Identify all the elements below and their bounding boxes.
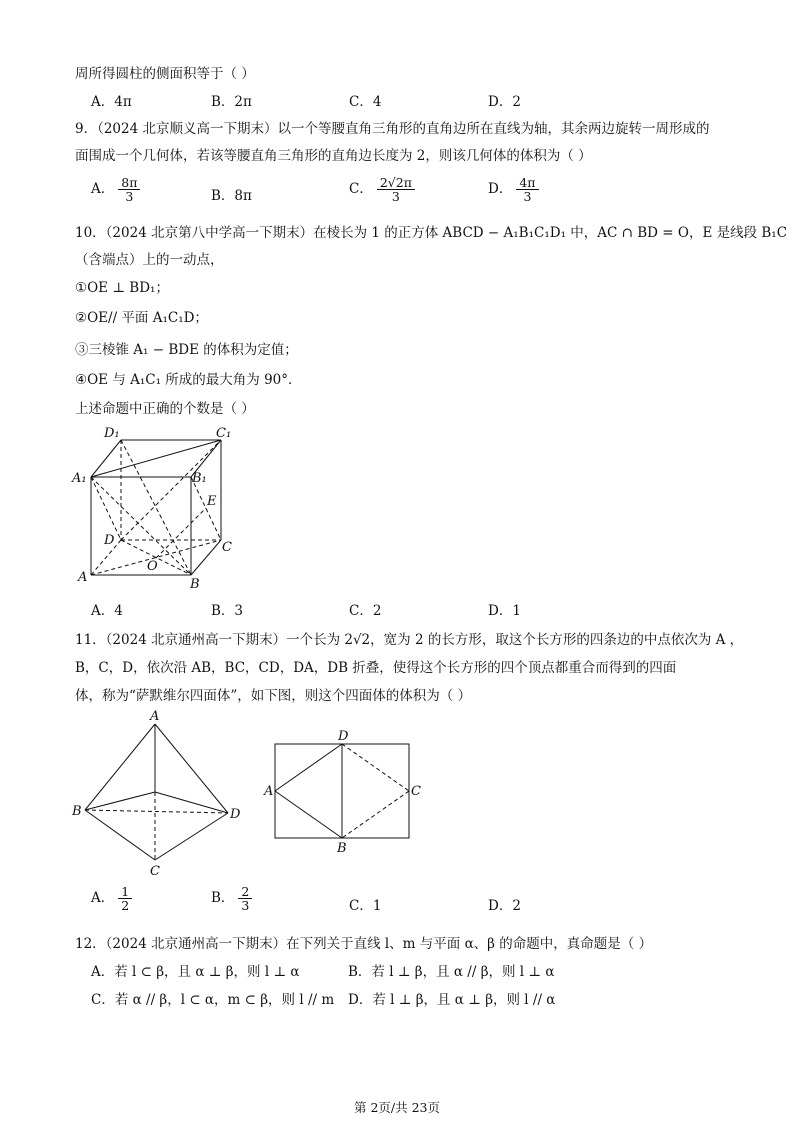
q9-option-a: A． $\frac{8\pi}{3}$: [91, 176, 140, 203]
q11-option-c: C．1: [349, 898, 382, 914]
q8-tail: 周所得圆柱的侧面积等于（ ）: [75, 66, 255, 82]
rect-label-c: C: [411, 784, 421, 799]
q9-option-d: D． $\frac{4\pi}{3}$: [488, 176, 539, 203]
q12-options-row1: [91, 960, 731, 986]
q9-option-b: B．8π: [211, 188, 252, 204]
q12-option-a: A．若 l ⊂ β，且 α ⊥ β，则 l ⊥ α: [91, 964, 300, 980]
rect-label-d: D: [338, 729, 349, 744]
q10-stem-line1: 10．（2024 北京第八中学高一下期末）在棱长为 1 的正方体 ABCD − A₁B₁C₁D₁ 中，AC ∩ BD = O，E 是线段 B₁C: [75, 225, 788, 241]
q10-stem-line2: （含端点）上的一动点，: [75, 252, 224, 268]
q11-stem-line3: 体，称为“萨默维尔四面体”，如下图，则这个四面体的体积为（ ）: [75, 688, 472, 704]
cube-label-o: O: [147, 559, 158, 574]
cube-label-c: C: [222, 540, 232, 555]
q12-option-c: C．若 α // β，l ⊂ α，m ⊂ β，则 l // m: [91, 992, 335, 1008]
q11-option-a: A． $\frac{1}{2}$: [91, 885, 132, 912]
q11-stem-line2: B，C，D，依次沿 AB，BC，CD，DA，DB 折叠，使得这个长方形的四个顶点都重合而得到的四面: [75, 660, 677, 676]
cube-label-b1: B₁: [192, 471, 207, 486]
q12-option-d: D．若 l ⊥ β，且 α ⊥ β，则 l // α: [348, 992, 556, 1008]
q12-options-row2: [91, 988, 731, 1014]
tetra-label-a: A: [150, 709, 160, 724]
cube-label-b: B: [190, 577, 200, 592]
q10-statement-3: ③三棱锥 A₁ − BDE 的体积为定值；: [75, 342, 298, 358]
q8-option-d: D．2: [488, 94, 521, 110]
q10-option-d: D．1: [488, 603, 521, 619]
q10-statement-4: ④OE 与 A₁C₁ 所成的最大角为 90°．: [75, 372, 302, 388]
rect-label-a: A: [264, 784, 274, 799]
page-footer: 第 2页/共 23页: [353, 1100, 441, 1115]
q8-option-c: C．4: [349, 94, 382, 110]
cube-label-a: A: [78, 570, 88, 585]
q10-question: 上述命题中正确的个数是（ ）: [75, 401, 255, 417]
q12-stem: 12．（2024 北京通州高一下期末）在下列关于直线 l、m 与平面 α、β 的命题中，真命题是（ ）: [75, 936, 653, 952]
cube-label-c1: C₁: [216, 426, 232, 441]
tetra-label-d: D: [230, 807, 241, 822]
q11-options: [91, 885, 731, 919]
q12-option-b: B．若 l ⊥ β，且 α // β，则 l ⊥ α: [348, 964, 555, 980]
q9-stem-line2: 面围成一个几何体，若该等腰直角三角形的直角边长度为 2，则该几何体的体积为（ ）: [75, 148, 592, 164]
rect-label-b: B: [337, 841, 347, 856]
q8-option-b: B．2π: [211, 94, 252, 110]
q11-option-d: D．2: [488, 898, 521, 914]
cube-label-e: E: [207, 494, 217, 509]
cube-label-a1: A₁: [72, 471, 87, 486]
q10-option-b: B．3: [211, 603, 244, 619]
cube-label-d1: D₁: [104, 426, 120, 441]
q10-option-a: A．4: [91, 603, 123, 619]
cube-label-d: D: [104, 533, 115, 548]
q10-statement-1: ①OE ⊥ BD₁；: [75, 280, 169, 296]
q10-option-c: C．2: [349, 603, 382, 619]
tetra-label-c: C: [150, 864, 160, 879]
q9-stem-line1: 9．（2024 北京顺义高一下期末）以一个等腰直角三角形的直角边所在直线为轴，其余两边旋转一周形成的: [75, 121, 710, 137]
q8-option-a: A．4π: [91, 94, 132, 110]
q9-option-c: C． $\frac{2√2\pi}{3}$: [349, 176, 415, 203]
tetra-label-b: B: [72, 804, 82, 819]
q10-statement-2: ②OE// 平面 A₁C₁D；: [75, 310, 208, 326]
q11-stem-line1: 11．（2024 北京通州高一下期末）一个长为 2√2，宽为 2 的长方形，取这个长方形的四条边的中点依次为 A ，: [75, 632, 744, 648]
q11-option-b: B． $\frac{2}{3}$: [211, 885, 252, 912]
